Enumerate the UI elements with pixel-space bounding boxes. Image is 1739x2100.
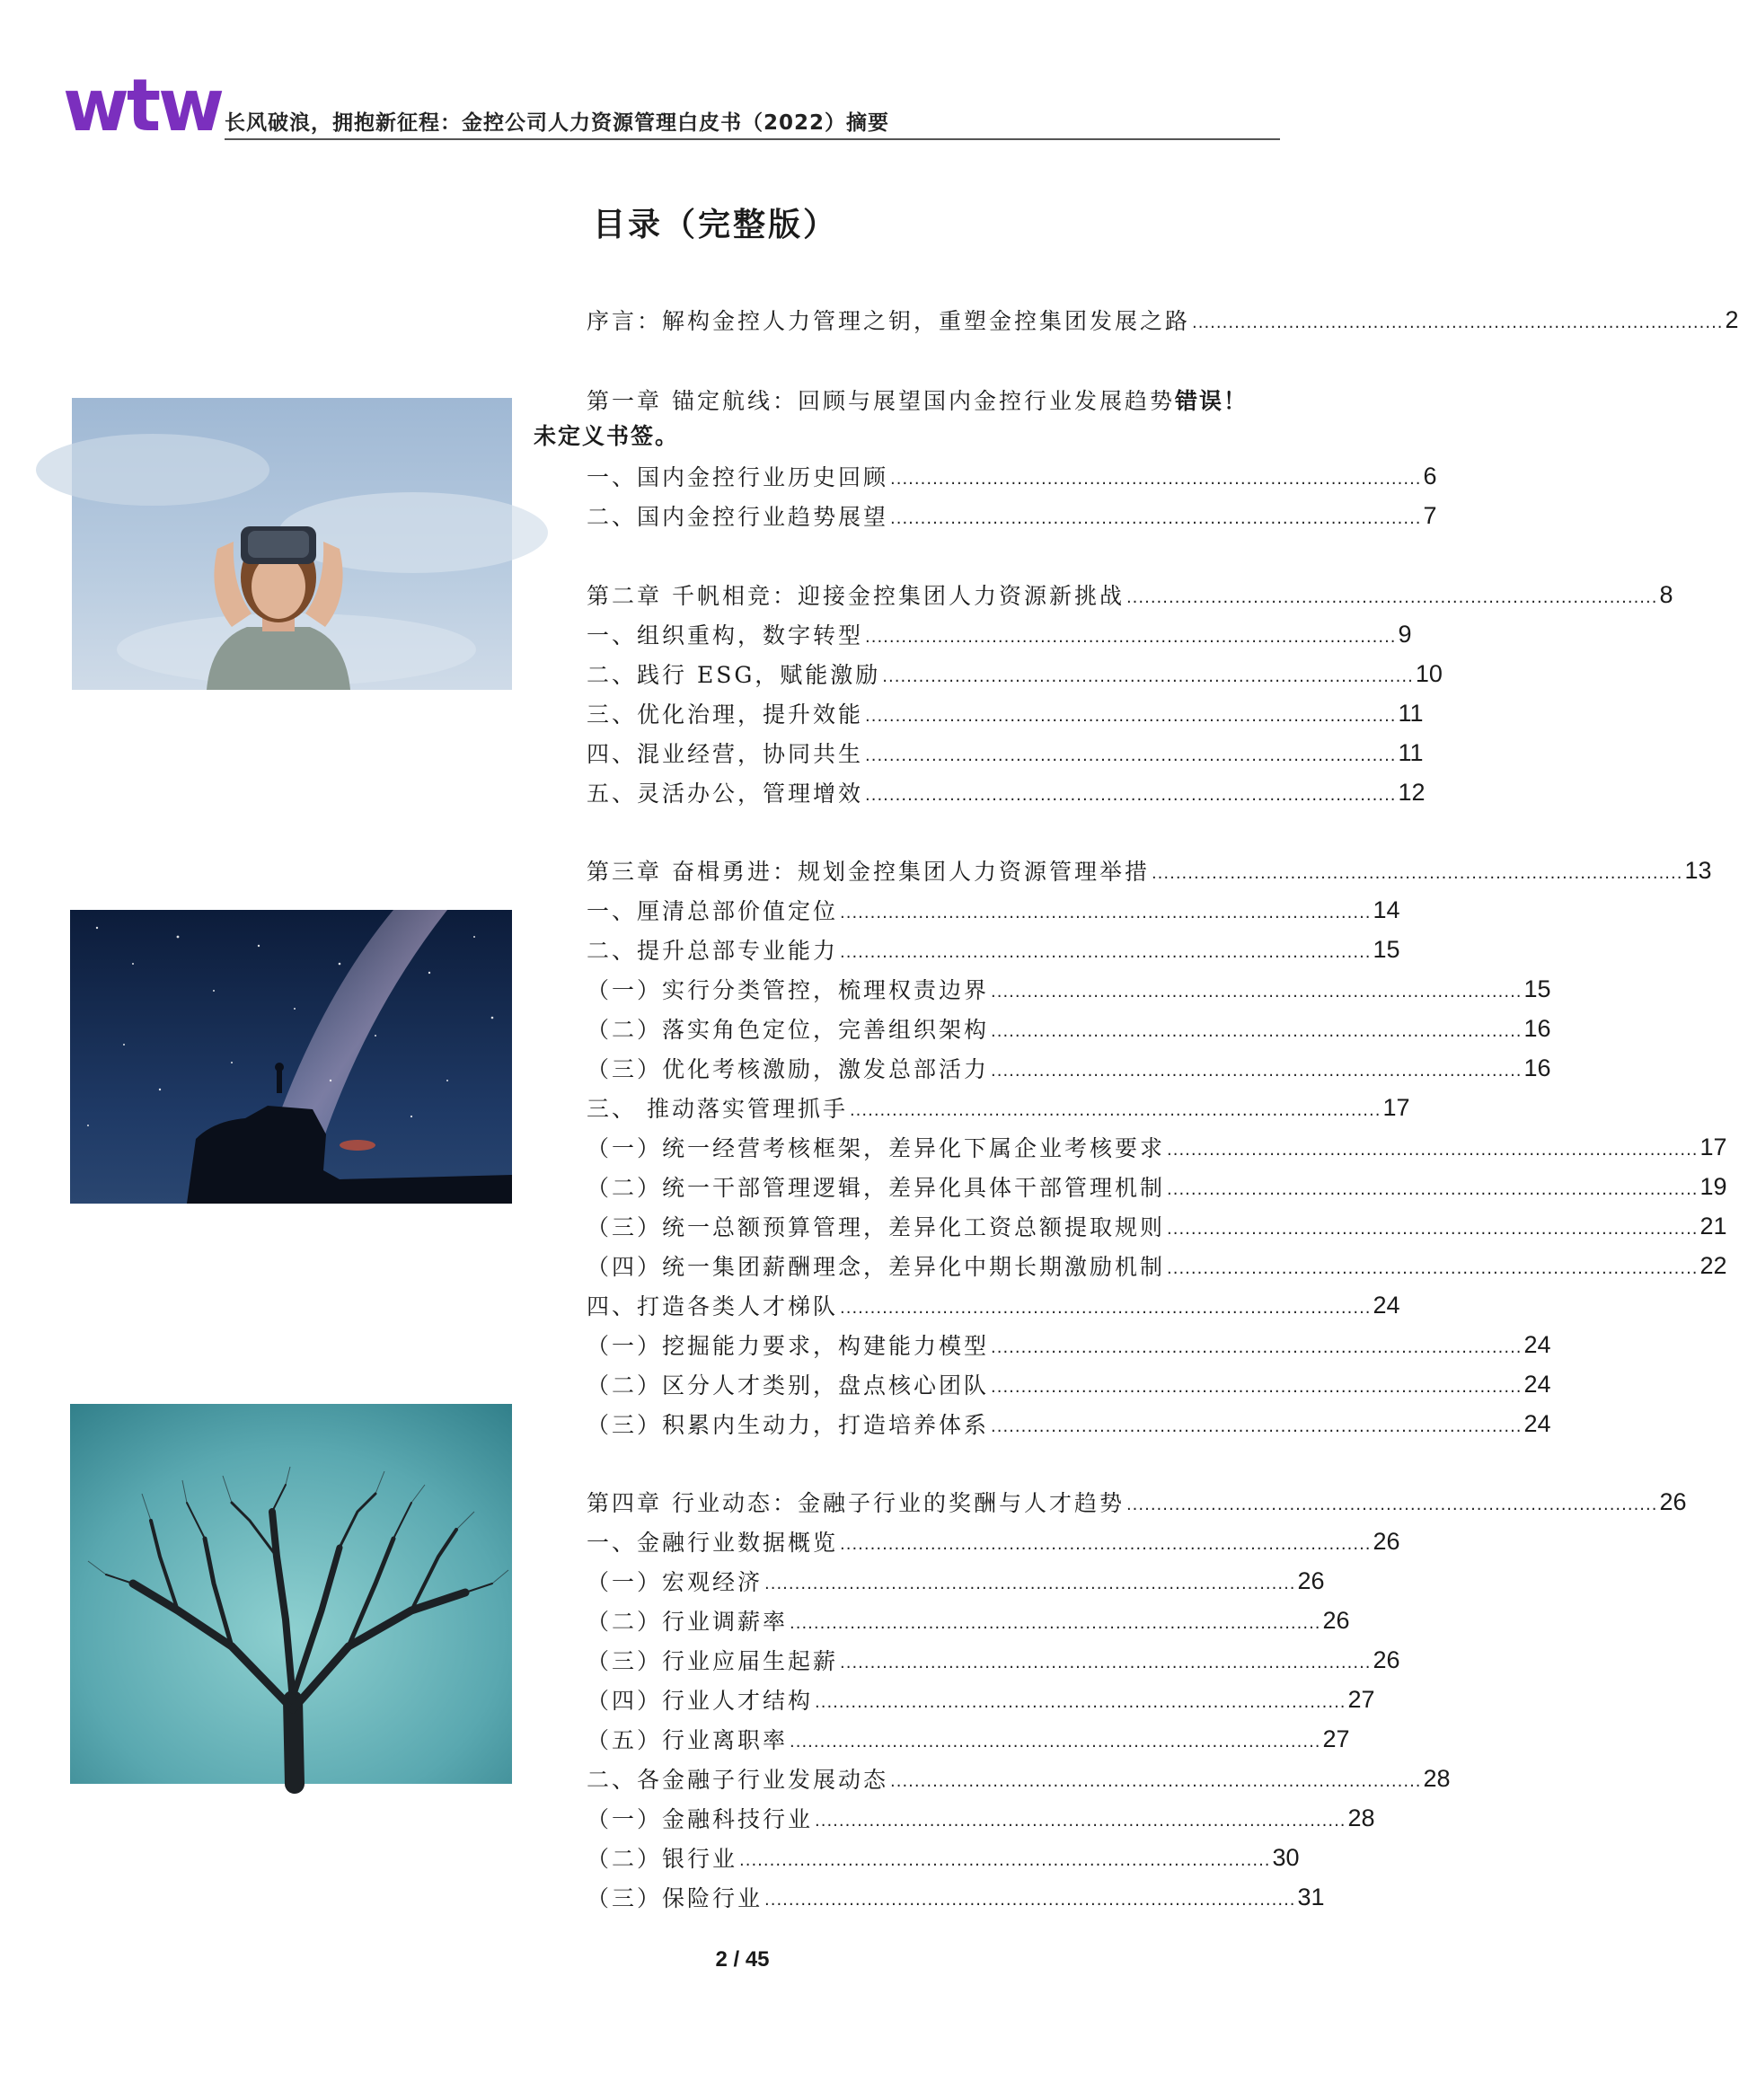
toc-entry-label: 四、打造各类人才梯队 [587,1293,839,1319]
toc-entry-page: 11 [1398,738,1424,766]
toc-entry-page: 2 [1725,305,1739,333]
toc-entry-label: 一、厘清总部价值定位 [587,898,839,924]
dot-leader: ........................................................................................ [882,667,1414,686]
dot-leader: ........................................................................................ [991,1417,1523,1436]
toc-entry-page: 9 [1398,620,1412,648]
toc-entry-3-2[interactable] [587,930,1400,969]
dot-leader: ........................................................................................ [991,1338,1523,1357]
dot-leader: ........................................................................................ [764,1891,1296,1910]
toc-entry-4-2[interactable] [587,1759,1451,1798]
dot-leader: ........................................................................................ [991,1378,1523,1397]
toc-entry-3-3-3[interactable] [587,1206,1727,1246]
toc-entry-label: （二）行业调薪率 [587,1609,789,1635]
toc-entry-3-3-1[interactable] [587,1127,1727,1167]
toc-entry-3-4-3[interactable] [587,1404,1551,1443]
dot-leader: ........................................................................................ [865,746,1397,765]
toc-entry-page: 15 [1523,975,1551,1002]
toc-entry-4-2-2[interactable] [587,1838,1300,1877]
toc-entry-page: 26 [1322,1606,1350,1634]
toc-entry-page: 11 [1398,699,1424,727]
vr-headset-photo [72,398,512,690]
toc-entry-label: 第四章 行业动态：金融子行业的奖酬与人才趋势 [587,1490,1125,1516]
toc-entry-label: （四）行业人才结构 [587,1688,814,1714]
toc-entry-chapter-4[interactable] [587,1482,1687,1522]
dot-leader: ........................................................................................ [840,904,1372,922]
dot-leader: ........................................................................................ [790,1733,1321,1751]
toc-title: 目录（完整版） [593,207,839,243]
toc-entry-page: 24 [1523,1330,1551,1358]
toc-entry-3-3[interactable] [587,1088,1410,1127]
toc-entry-3-4-2[interactable] [587,1364,1551,1404]
dot-leader: ........................................................................................ [1192,313,1724,332]
bookmark-error-text: 错误！ [1174,388,1248,414]
header-title: 长风破浪，拥抱新征程：金控公司人力资源管理白皮书（2022）摘要 [225,111,890,135]
toc-entry-label: 一、国内金控行业历史回顾 [587,464,889,490]
toc-entry-label: 五、灵活办公，管理增效 [587,781,864,807]
toc-entry-4-2-1[interactable] [587,1798,1375,1838]
dot-leader: ........................................................................................ [849,1101,1381,1120]
toc-entry-label: 序言：解构金控人力管理之钥，重塑金控集团发展之路 [587,308,1191,334]
toc-entry-3-1[interactable] [587,890,1400,930]
toc-entry-page: 17 [1699,1133,1727,1160]
toc-entry-page: 17 [1382,1093,1410,1121]
toc-entry-1-2[interactable] [587,496,1437,535]
dot-leader: ........................................................................................ [739,1851,1271,1870]
toc-entry-label: 第一章 锚定航线：回顾与展望国内金控行业发展趋势 [587,388,1175,414]
dot-leader: ........................................................................................ [890,509,1422,528]
toc-entry-page: 28 [1423,1764,1451,1792]
toc-entry-label: 一、组织重构，数字转型 [587,622,864,649]
toc-entry-3-2-1[interactable] [587,969,1551,1009]
toc-entry-page: 27 [1322,1725,1350,1752]
dot-leader: ........................................................................................ [865,707,1397,726]
toc-entry-label: 二、提升总部专业能力 [587,938,839,964]
toc-entry-1-1[interactable] [587,456,1437,496]
toc-entry-label: 二、国内金控行业趋势展望 [587,504,889,530]
toc-entry-4-1-2[interactable] [587,1601,1350,1640]
toc-entry-page: 15 [1373,935,1400,963]
dot-leader: ........................................................................................ [1167,1180,1699,1199]
toc-entry-label: 一、金融行业数据概览 [587,1530,839,1556]
toc-entry-4-1-5[interactable] [587,1719,1350,1759]
toc-entry-page: 26 [1373,1646,1400,1673]
dot-leader: ........................................................................................ [815,1812,1346,1831]
toc-entry-label: 第二章 千帆相竞：迎接金控集团人力资源新挑战 [587,583,1125,609]
toc-entry-label: 二、各金融子行业发展动态 [587,1767,889,1793]
bare-tree-photo [70,1404,512,1784]
toc-entry-3-3-4[interactable] [587,1246,1727,1285]
toc-entry-page: 16 [1523,1014,1551,1042]
toc-entry-page: 28 [1347,1804,1375,1831]
dot-leader: ........................................................................................ [840,1535,1372,1554]
wtw-logo: wtw [63,64,223,147]
toc-entry-chapter-2[interactable] [587,575,1673,614]
dot-leader: ........................................................................................ [764,1575,1296,1593]
toc-entry-2-3[interactable] [587,693,1424,733]
toc-entry-label: （三）优化考核激励，激发总部活力 [587,1056,990,1082]
toc-entry-3-4[interactable] [587,1285,1400,1325]
toc-entry-4-1-3[interactable] [587,1640,1400,1680]
toc-entry-page: 14 [1373,896,1400,923]
dot-leader: ........................................................................................ [1151,864,1683,883]
toc-entry-label: （一）挖掘能力要求，构建能力模型 [587,1333,990,1359]
toc-entry-page: 26 [1659,1487,1687,1515]
toc-entry-3-2-2[interactable] [587,1009,1551,1048]
toc-entry-page: 24 [1523,1409,1551,1437]
dot-leader: ........................................................................................ [840,1299,1372,1318]
toc-entry-label: （三）统一总额预算管理，差异化工资总额提取规则 [587,1214,1166,1240]
dot-leader: ........................................................................................ [991,1062,1523,1081]
toc-entry-page: 7 [1423,501,1437,529]
toc-entry-page: 26 [1297,1566,1325,1594]
toc-entry-label: （二）区分人才类别，盘点核心团队 [587,1372,990,1399]
milky-way-photo [70,910,512,1204]
dot-leader: ........................................................................................ [1167,1141,1699,1160]
toc-entry-page: 24 [1523,1370,1551,1398]
dot-leader: ........................................................................................ [790,1614,1321,1633]
toc-entry-2-2[interactable] [587,654,1443,693]
page-number: 2 / 45 [715,1947,770,1972]
dot-leader: ........................................................................................ [840,1654,1372,1672]
toc-entry-label: （二）银行业 [587,1846,738,1872]
dot-leader: ........................................................................................ [890,1772,1422,1791]
dot-leader: ........................................................................................ [865,786,1397,805]
toc-entry-label: （一）宏观经济 [587,1569,764,1595]
toc-entry-4-1-4[interactable] [587,1680,1375,1719]
toc-entry-label: （二）统一干部管理逻辑，差异化具体干部管理机制 [587,1175,1166,1201]
toc-entry-label: （五）行业离职率 [587,1727,789,1753]
toc-entry-label: 三、优化治理，提升效能 [587,701,864,728]
toc-entry-page: 24 [1373,1291,1400,1319]
dot-leader: ........................................................................................ [991,983,1523,1001]
header-divider [225,138,1280,140]
toc-entry-chapter-1[interactable] [587,380,1276,419]
toc-entry-label: （三）积累内生动力，打造培养体系 [587,1412,990,1438]
toc-entry-label: （一）实行分类管控，梳理权责边界 [587,977,990,1003]
toc-entry-page: 22 [1699,1251,1727,1279]
toc-entry-page: 13 [1684,856,1712,884]
toc-entry-2-5[interactable] [587,772,1426,812]
toc-entry-label: （一）金融科技行业 [587,1806,814,1832]
toc-entry-page: 31 [1297,1883,1325,1910]
toc-entry-page: 26 [1373,1527,1400,1555]
toc-entry-label: 三、 推动落实管理抓手 [587,1096,848,1122]
toc-entry-page: 16 [1523,1054,1551,1081]
toc-entry-label: （三）保险行业 [587,1885,764,1911]
toc-entry-page: 6 [1423,462,1437,490]
toc-entry-label: 四、混业经营，协同共生 [587,741,864,767]
dot-leader: ........................................................................................ [815,1693,1346,1712]
dot-leader: ........................................................................................ [1167,1259,1699,1278]
bookmark-error-text-continued: 未定义书签。 [534,423,680,449]
dot-leader: ........................................................................................ [865,628,1397,647]
toc-entry-page: 10 [1415,659,1443,687]
toc-entry-4-1-1[interactable] [587,1561,1325,1601]
dot-leader: ........................................................................................ [991,1022,1523,1041]
toc-entry-preface[interactable] [587,300,1739,340]
toc-entry-label: 第三章 奋楫勇进：规划金控集团人力资源管理举措 [587,859,1150,885]
toc-entry-page: 30 [1272,1843,1300,1871]
dot-leader: ........................................................................................ [840,943,1372,962]
toc-entry-page: 21 [1699,1212,1727,1240]
toc-entry-label: （一）统一经营考核框架，差异化下属企业考核要求 [587,1135,1166,1161]
toc-entry-page: 12 [1398,778,1426,806]
toc-entry-chapter-3[interactable] [587,851,1712,890]
dot-leader: ........................................................................................ [1125,588,1658,607]
toc-entry-label: （三）行业应届生起薪 [587,1648,839,1674]
toc-entry-page: 19 [1699,1172,1727,1200]
toc-entry-label: （四）统一集团薪酬理念，差异化中期长期激励机制 [587,1254,1166,1280]
toc-entry-2-4[interactable] [587,733,1424,772]
dot-leader: ........................................................................................ [1167,1220,1699,1239]
toc-entry-4-2-3[interactable] [587,1877,1325,1917]
dot-leader: ........................................................................................ [890,470,1422,489]
toc-entry-page: 8 [1659,580,1673,608]
dot-leader: ........................................................................................ [1125,1496,1658,1514]
toc-entry-label: 二、践行 ESG，赋能激励 [587,662,881,688]
toc-entry-3-3-2[interactable] [587,1167,1727,1206]
toc-entry-2-1[interactable] [587,614,1412,654]
toc-entry-3-2-3[interactable] [587,1048,1551,1088]
toc-entry-label: （二）落实角色定位，完善组织架构 [587,1017,990,1043]
toc-entry-3-4-1[interactable] [587,1325,1551,1364]
toc-entry-4-1[interactable] [587,1522,1400,1561]
toc-entry-page: 27 [1347,1685,1375,1713]
